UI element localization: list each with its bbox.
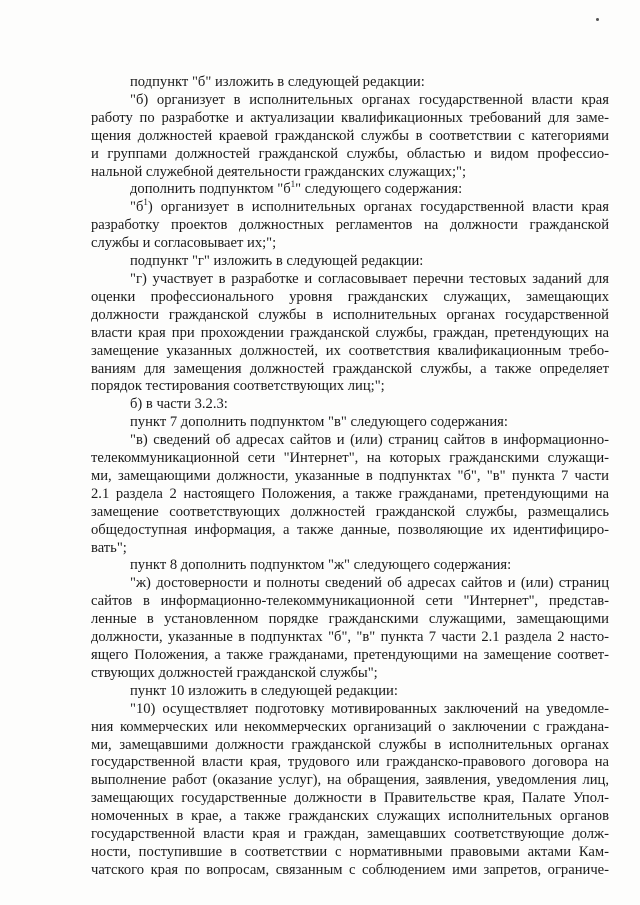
text-line: работу по разработке и актуализации квалификационных требований для заме- xyxy=(91,109,609,126)
text-line: номоченных в крае, а также гражданских служащих исполнительных органов xyxy=(91,808,609,825)
text-line: выполнение работ (оказание услуг), на обращения, заявления, уведомления лиц, xyxy=(91,772,609,789)
superscript: 1 xyxy=(290,179,296,190)
text-line: ми, замещавшими должности гражданской службы в исполнительных органах xyxy=(91,736,609,753)
text-line: нальной служебной деятельности гражданских служащих;"; xyxy=(91,163,467,180)
text-line: сайтов в информационно-телекоммуникационной сети "Интернет", представ- xyxy=(91,593,609,610)
text-line xyxy=(91,199,609,217)
text-line: пункт 7 дополнить подпунктом "в" следующего содержания: xyxy=(130,414,508,431)
text-line: замещение соответствующих должностей гражданской службы, размещались xyxy=(91,503,609,520)
text-line: подпункт "г" изложить в следующей редакции: xyxy=(130,253,424,270)
text-line: разработку проектов должностных регламентов на должности гражданской xyxy=(91,217,609,234)
text-line: оценки профессионального уровня гражданских служащих, замещающих xyxy=(91,288,609,305)
text-line: ленные в установленном порядке гражданскими служащими, замещающими xyxy=(91,611,609,628)
text-line: общедоступная информация, а также данные, позволяющие их идентифициро- xyxy=(91,521,609,538)
text-line: пункт 10 изложить в следующей редакции: xyxy=(130,682,398,699)
text-line: "10) осуществляет подготовку мотивированных заключений на уведомле- xyxy=(130,700,609,717)
text-line: "б) организует в исполнительных органах государственной власти края xyxy=(130,91,609,108)
text-segment: "$б^1$) организует в исполнительных органах государственной власти края xyxy=(130,197,609,216)
text-line: пункт 8 дополнить подпунктом "ж" следующего содержания: xyxy=(130,557,512,574)
text-line: вать"; xyxy=(91,539,127,556)
text-line: замещение указанных должностей, их соответствия квалификационным требо- xyxy=(91,342,609,359)
text-line: службы и согласовывает их;"; xyxy=(91,235,277,252)
text-line: подпункт "б" изложить в следующей редакции: xyxy=(130,74,425,90)
text-line: и группами должностей гражданской службы, областью и видом профессио- xyxy=(91,145,609,162)
superscript: 1 xyxy=(143,197,148,208)
text-line: "в) сведений об адресах сайтов и (или) страниц сайтов в информационно- xyxy=(130,432,609,449)
text-line: 2.1 раздела 2 настоящего Положения, а также гражданами, претендующими на xyxy=(91,485,609,502)
text-line: "г) участвует в разработке и согласовывает перечни тестовых заданий для xyxy=(130,270,609,287)
text-line: ния коммерческих или некоммерческих организаций о заключении с граждана- xyxy=(91,718,609,735)
scan-dot xyxy=(596,18,599,21)
text-line: замещающих государственные должности в Правительстве края, Палате Упол- xyxy=(91,790,609,807)
text-line: "ж) достоверности и полноты сведений об адресах сайтов и (или) страниц xyxy=(130,575,609,592)
text-line xyxy=(91,181,609,199)
text-segment: " следующего содержания: xyxy=(295,181,463,198)
text-line: должности гражданской службы в исполнительных органах государственной xyxy=(91,306,609,323)
text-line: государственной власти края и граждан, замещавших соответствующие долж- xyxy=(91,826,609,843)
text-line: ваниям для замещения должностей гражданской службы, а также определяет xyxy=(91,360,609,377)
text-line: щения должностей краевой гражданской службы в соответствии с категориями xyxy=(91,127,609,144)
text-line: ствующих должностей гражданской службы"; xyxy=(91,664,378,681)
text-line: порядок тестирования соответствующих лиц;"; xyxy=(91,378,385,395)
text-line: б) в части 3.2.3: xyxy=(130,396,228,413)
text-line: чатского края по вопросам, связанным с соблюдением ими запретов, ограниче- xyxy=(91,861,609,878)
text-line: ности, поступившие в соответствии с нормативными правовыми актами Кам- xyxy=(91,843,609,860)
document-body xyxy=(91,74,609,880)
text-line: ящего Положения, а также гражданами, претендующими на замещение соответ- xyxy=(91,647,609,663)
text-line: государственной власти края, трудового или гражданско-правового договора на xyxy=(91,754,609,771)
text-line: власти края при прохождении гражданской службы, граждан, претендующих на xyxy=(91,324,609,341)
text-line: ми, замещающими должности, указанные в подпунктах "б", "в" пункта 7 части xyxy=(91,467,609,484)
text-line: должности, указанные в подпунктах "б", "в" пункта 7 части 2.1 раздела 2 насто- xyxy=(91,629,609,646)
text-line: телекоммуникационной сети "Интернет", на которых гражданскими служащи- xyxy=(91,450,609,467)
text-segment: дополнить подпунктом "б xyxy=(130,181,291,198)
